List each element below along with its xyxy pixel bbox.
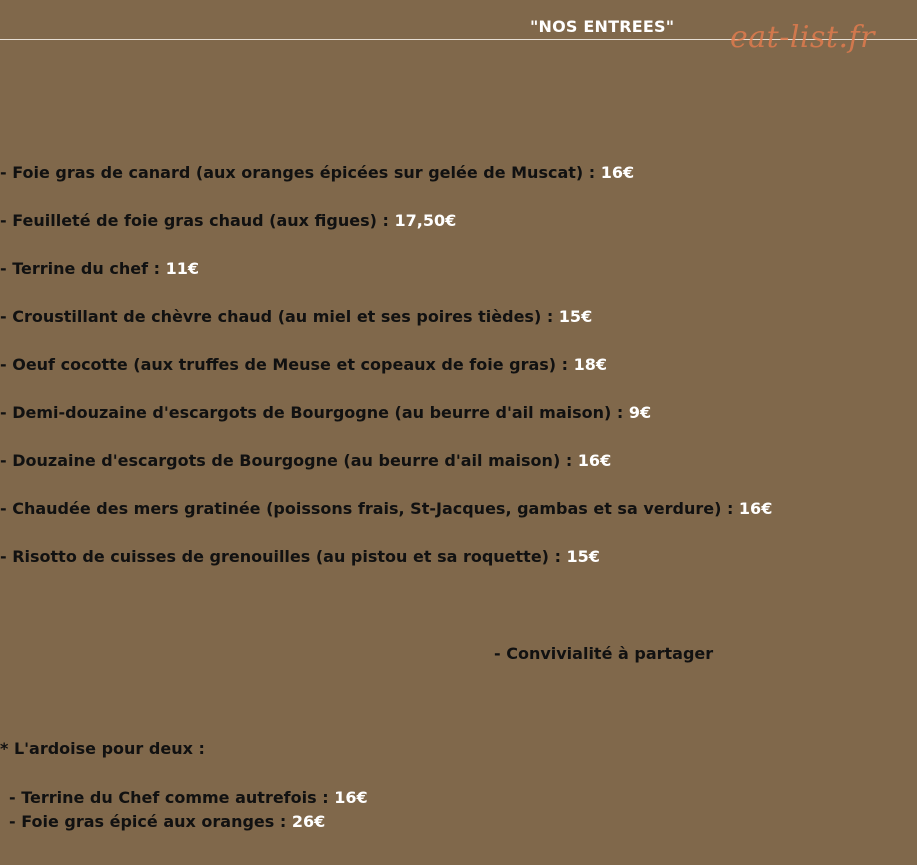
menu-item-label: - Terrine du chef :: [0, 259, 166, 278]
menu-item-price: 15€: [558, 307, 593, 326]
menu-item-label: - Foie gras de canard (aux oranges épicées sur gelée de Muscat) :: [0, 163, 601, 182]
menu-item-label: - Douzaine d'escargots de Bourgogne (au beurre d'ail maison) :: [0, 451, 578, 470]
menu-item: [0, 355, 607, 374]
ardoise-item-label: - Foie gras épicé aux oranges :: [9, 812, 292, 831]
menu-item-price: 9€: [628, 403, 652, 422]
menu-item: [0, 259, 199, 278]
menu-item: [0, 547, 600, 566]
ardoise-item-price: 26€: [291, 812, 326, 831]
menu-item: [0, 499, 772, 518]
menu-item-label: - Demi-douzaine d'escargots de Bourgogne (au beurre d'ail maison) :: [0, 403, 629, 422]
menu-item-price: 15€: [566, 547, 600, 566]
menu-item: [0, 403, 651, 422]
menu-item: [0, 307, 592, 326]
menu-item: [0, 163, 634, 182]
watermark-logo: eat-list.fr: [730, 20, 875, 55]
menu-item-label: - Chaudée des mers gratinée (poissons frais, St-Jacques, gambas et sa verdure) :: [0, 499, 739, 518]
menu-item: [0, 451, 611, 470]
menu-item-label: - Croustillant de chèvre chaud (au miel et ses poires tièdes) :: [0, 307, 559, 326]
menu-item-price: 16€: [577, 451, 612, 470]
menu-item-price: 16€: [600, 163, 635, 182]
ardoise-item: [9, 788, 368, 807]
menu-item-price: 17,50€: [394, 211, 457, 230]
menu-item-price: 11€: [165, 259, 199, 278]
menu-item-label: - Feuilleté de foie gras chaud (aux figues) :: [0, 211, 395, 230]
menu-item: [0, 211, 456, 230]
ardoise-heading: * L'ardoise pour deux :: [0, 739, 205, 758]
menu-item-price: 16€: [738, 499, 773, 518]
ardoise-item-label: - Terrine du Chef comme autrefois :: [9, 788, 335, 807]
ardoise-item-price: 16€: [334, 788, 368, 807]
page-title: "NOS ENTREES": [530, 17, 675, 36]
conviviality-heading: - Convivialité à partager: [494, 644, 714, 663]
menu-item-label: - Oeuf cocotte (aux truffes de Meuse et copeaux de foie gras) :: [0, 355, 574, 374]
ardoise-item: [9, 812, 325, 831]
menu-item-label: - Risotto de cuisses de grenouilles (au pistou et sa roquette) :: [0, 547, 567, 566]
menu-item-price: 18€: [573, 355, 608, 374]
